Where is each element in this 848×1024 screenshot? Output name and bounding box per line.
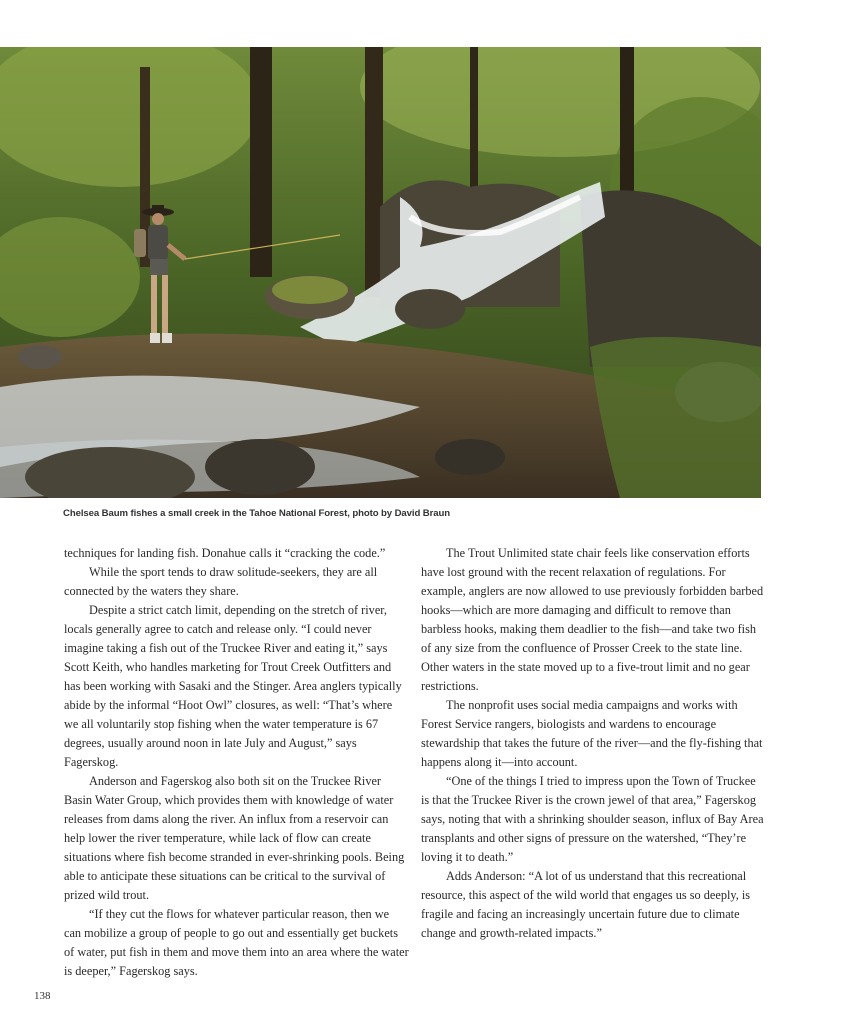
page-number: 138 bbox=[34, 990, 51, 1002]
article-column-left bbox=[64, 544, 409, 981]
paragraph: Anderson and Fagerskog also both sit on the Truckee River Basin Water Group, which provides them with knowledge of water releases from dams along the river. An influx from a reservoir can help lower the river temperature, while lack of flow can create situations where fish become stranded in ever-shrinking pools. Being able to anticipate these situations can be critical to the survival of prized wild trout. bbox=[64, 774, 405, 902]
paragraph: The nonprofit uses social media campaigns and works with Forest Service rangers, biologists and wardens to encourage stewardship that takes the future of the river—and the fly-fishing that happens along it—into account. bbox=[421, 698, 763, 769]
article-photo bbox=[0, 47, 761, 498]
paragraph: While the sport tends to draw solitude-seekers, they are all connected by the waters they share. bbox=[64, 565, 378, 598]
paragraph: The Trout Unlimited state chair feels like conservation efforts have lost ground with the recent relaxation of regulations. For example, anglers are now allowed to use previously forbidden barbed hooks—which are more damaging and difficult to remove than barbless hooks, making them deadlier to the fish—and take two fish of any size from the confluence of Prosser Creek to the state line. Other waters in the state moved up to a five-trout limit and no gear restrictions. bbox=[421, 546, 764, 693]
paragraph: Despite a strict catch limit, depending on the stretch of river, locals generally agree to catch and release only. “I could never imagine taking a fish out of the Truckee River and eating it,” says Scott Keith, who handles marketing for Trout Creek Outfitters and has been working with Sasaki and the Stinger. Area anglers typically abide by the informal “Hoot Owl” closures, as well: “That’s where we all voluntarily stop fishing when the water temperature is 67 degrees, usually around noon in late July and August,” says Fagerskog. bbox=[64, 603, 402, 769]
photo-caption: Chelsea Baum fishes a small creek in the Tahoe National Forest, photo by David Braun bbox=[63, 508, 451, 519]
paragraph: techniques for landing fish. Donahue calls it “cracking the code.” bbox=[64, 546, 386, 560]
article-column-right bbox=[421, 544, 766, 943]
paragraph: “If they cut the flows for whatever particular reason, then we can mobilize a group of people to go out and essentially get buckets of water, put fish in them and move them into an area where the water is deeper,” Fagerskog says. bbox=[64, 907, 409, 978]
paragraph: Adds Anderson: “A lot of us understand that this recreational resource, this aspect of the wild world that engages us so deeply, is fragile and facing an increasingly uncertain future due to climate change and growth-related impacts.” bbox=[421, 869, 751, 940]
paragraph: “One of the things I tried to impress upon the Town of Truckee is that the Truckee River is the crown jewel of that area,” Fagerskog says, noting that with a shrinking shoulder season, influx of Bay Area transplants and other signs of pressure on the watershed, “They’re loving it to death.” bbox=[421, 774, 764, 864]
forest-creek-fly-fishing-image bbox=[0, 47, 761, 498]
